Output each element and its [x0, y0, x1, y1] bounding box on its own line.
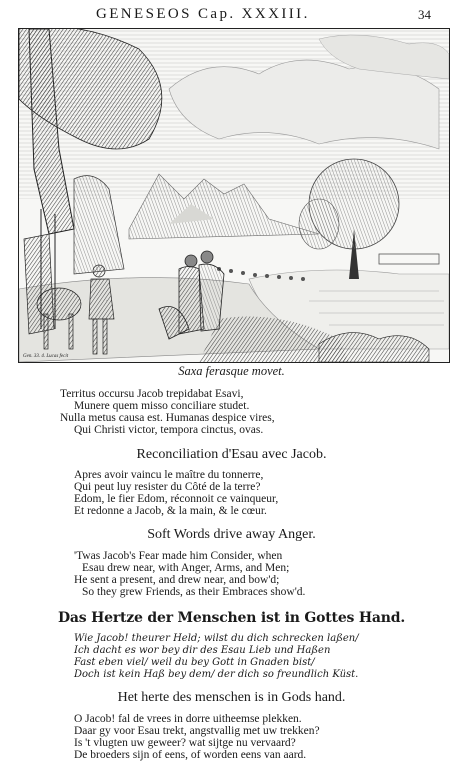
book-chapter-title: GENESEOS Cap. XXXIII.: [96, 6, 310, 22]
english-heading: Soft Words drive away Anger.: [147, 527, 316, 542]
verse-line: Territus occursu Jacob trepidabat Esavi,: [60, 388, 244, 400]
verse-line: 'Twas Jacob's Fear made him Consider, when: [74, 550, 283, 562]
verse-line: Nulla metus causa est. Humanas despice vires,: [60, 412, 275, 424]
verse-line: Apres avoir vaincu le maître du tonnerre,: [74, 469, 264, 481]
verse-line: Qui peut luy resister du Côté de la terre?: [74, 481, 261, 493]
verse-line: Fast eben viel/ weil du bey Gott in Gnaden bist/: [74, 657, 315, 668]
verse-line: Qui Christi victor, tempora cinctus, ovas.: [74, 424, 264, 436]
verse-line: Ich dacht es wor bey dir des Esau Lieb und Haßen: [74, 645, 331, 656]
engraving-illustration: [18, 28, 450, 363]
verse-line: Wie Jacob! theurer Held; wilst du dich schrecken laßen/: [74, 633, 359, 644]
german-heading: Das Hertze der Menschen ist in Gottes Hand.: [57, 610, 406, 626]
verse-line: He sent a present, and drew near, and bow'd;: [74, 574, 280, 586]
verse-line: De broeders sijn of eens, of worden eens van aard.: [74, 749, 307, 761]
dutch-heading: Het herte des menschen is in Gods hand.: [117, 690, 346, 705]
page-header: [0, 6, 463, 24]
french-heading: Reconciliation d'Esau avec Jacob.: [136, 447, 327, 462]
engraving-scene: [19, 29, 449, 362]
verse-line: O Jacob! fal de vrees in dorre uitheemse plekken.: [74, 713, 302, 725]
verse-line: So they grew Friends, as their Embraces show'd.: [82, 586, 306, 598]
verse-line: Edom, le fier Edom, réconnoit ce vainqueur,: [74, 493, 279, 505]
verse-line: Et redonne a Jacob, & la main, & le cœur.: [74, 505, 267, 517]
illustration-caption: Saxa ferasque movet.: [178, 364, 285, 378]
verse-line: Is 't vlugten uw geweer? wat sijtge nu vervaard?: [74, 737, 296, 749]
verse-line: Daar gy voor Esau trekt, angstvallig met uw trekken?: [74, 725, 320, 737]
page-number: 34: [418, 7, 431, 22]
verse-line: Munere quem misso conciliare studet.: [74, 400, 250, 412]
engraver-signature: Gen. 33. 4. Lucas fecit: [23, 354, 69, 359]
verse-line: Esau drew near, with Anger, Arms, and Men;: [82, 562, 290, 574]
verse-line: Doch ist kein Haß bey dem/ der dich so freundlich Küst.: [74, 669, 359, 680]
